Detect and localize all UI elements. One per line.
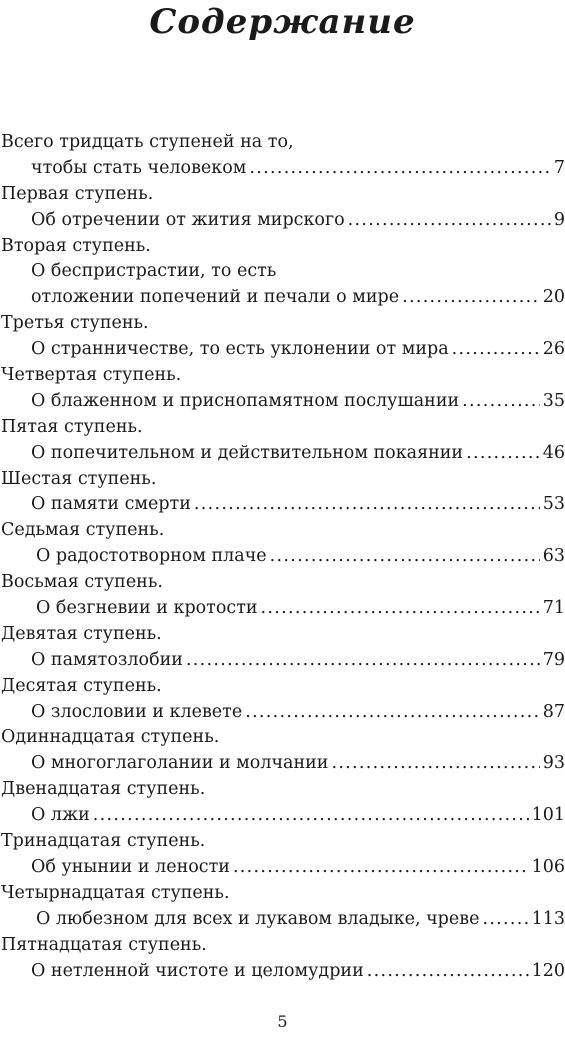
toc-heading: Шестая ступень. [1, 468, 157, 489]
toc-entry[interactable] [0, 803, 565, 829]
dot-leader [482, 907, 528, 933]
toc-entry-page: 26 [542, 339, 565, 360]
toc-entry-page: 87 [542, 701, 565, 722]
toc-heading: Девятая ступень. [1, 623, 162, 644]
toc-entry-page: 35 [542, 390, 565, 411]
toc-entry[interactable] [0, 544, 565, 570]
toc-heading: Десятая ступень. [1, 675, 162, 696]
dot-leader [93, 803, 529, 829]
page-number: 5 [277, 1012, 288, 1031]
toc-heading: Двенадцатая ступень. [1, 779, 206, 800]
toc-entry[interactable] [0, 855, 565, 881]
toc-entry-page: 9 [553, 209, 565, 230]
dot-leader [233, 855, 529, 881]
toc-entry[interactable] [0, 389, 565, 415]
dot-leader [452, 337, 540, 363]
toc-entry[interactable] [0, 700, 565, 726]
toc-entry-title: О памятозлобии [31, 649, 183, 670]
dot-leader [270, 544, 540, 570]
toc-entry[interactable] [0, 907, 565, 933]
toc-heading: Восьмая ступень. [1, 572, 163, 593]
toc-heading: Всего тридцать ступеней на то, [1, 132, 294, 152]
toc-heading: Первая ступень. [1, 183, 154, 204]
toc-entry-title: О странничестве, то есть уклонении от мира [31, 339, 449, 360]
toc-entry[interactable] [0, 492, 565, 518]
toc-entry[interactable] [0, 337, 565, 363]
dot-leader [261, 596, 540, 622]
toc-entry-page: 113 [531, 908, 565, 929]
toc-entry-page: 106 [531, 856, 565, 877]
toc-entry-title: О злословии и клевете [31, 701, 243, 722]
toc-entry[interactable] [0, 208, 565, 234]
toc-entry-page: 63 [542, 546, 565, 567]
toc-entry-title: О радостотворном плаче [36, 546, 267, 567]
toc-entry-page: 71 [542, 598, 565, 619]
dot-leader [466, 441, 540, 467]
toc-heading: Четырнадцатая ступень. [1, 882, 230, 903]
toc-entry[interactable] [0, 648, 565, 674]
toc-entry-title: О безгневии и кротости [36, 598, 258, 619]
toc-entry-page: 7 [553, 157, 565, 178]
toc-entry[interactable] [0, 959, 565, 985]
toc-heading: Одиннадцатая ступень. [1, 727, 220, 748]
toc-entry[interactable] [0, 285, 565, 311]
toc-entry-title: О лжи [31, 805, 90, 826]
toc-heading: Вторая ступень. [1, 235, 151, 256]
dot-leader [186, 648, 540, 674]
toc-entry-page: 53 [542, 494, 565, 515]
toc-entry-subtitle: О беспристрастии, то есть [31, 261, 277, 282]
toc-entry-title: отложении попечений и печали о мире [31, 287, 400, 308]
toc-heading: Четвертая ступень. [1, 365, 182, 386]
toc-entry-title: О попечительном и действительном покаянии [31, 442, 464, 463]
toc-entry-title: Об отречении от жития мирского [31, 209, 345, 230]
toc-entry[interactable] [0, 156, 565, 182]
toc-entry-title: О многоглаголании и молчании [31, 753, 329, 774]
toc-heading: Пятнадцатая ступень. [1, 934, 207, 955]
dot-leader [367, 959, 529, 985]
toc-entry[interactable] [0, 751, 565, 777]
toc-entry[interactable] [0, 596, 565, 622]
toc-entry-page: 46 [542, 442, 565, 463]
toc-entry-page: 101 [531, 805, 565, 826]
dot-leader [331, 751, 539, 777]
dot-leader [348, 208, 551, 234]
toc-heading: Третья ступень. [1, 313, 149, 334]
toc-entry-page: 79 [542, 649, 565, 670]
dot-leader [245, 700, 540, 726]
dot-leader [462, 389, 540, 415]
toc-entry-title: О памяти смерти [31, 494, 191, 515]
table-of-contents [0, 130, 565, 984]
dot-leader [402, 285, 540, 311]
toc-heading: Пятая ступень. [1, 416, 143, 437]
toc-heading: Тринадцатая ступень. [1, 831, 206, 852]
toc-entry-title: О любезном для всех и лукавом владыке, чреве [36, 908, 480, 929]
toc-entry-title: Об унынии и лености [31, 856, 230, 877]
page-title: Содержание [149, 2, 416, 42]
toc-entry-page: 20 [542, 287, 565, 308]
dot-leader [249, 156, 550, 182]
toc-heading: Седьмая ступень. [1, 520, 165, 541]
dot-leader [194, 492, 540, 518]
toc-entry-title: чтобы стать человеком [31, 157, 247, 178]
toc-entry-title: О блаженном и приснопамятном послушании [31, 390, 460, 411]
toc-entry-title: О нетленной чистоте и целомудрии [31, 960, 364, 981]
toc-entry-page: 93 [542, 753, 565, 774]
toc-entry-page: 120 [531, 960, 565, 981]
toc-entry[interactable] [0, 441, 565, 467]
